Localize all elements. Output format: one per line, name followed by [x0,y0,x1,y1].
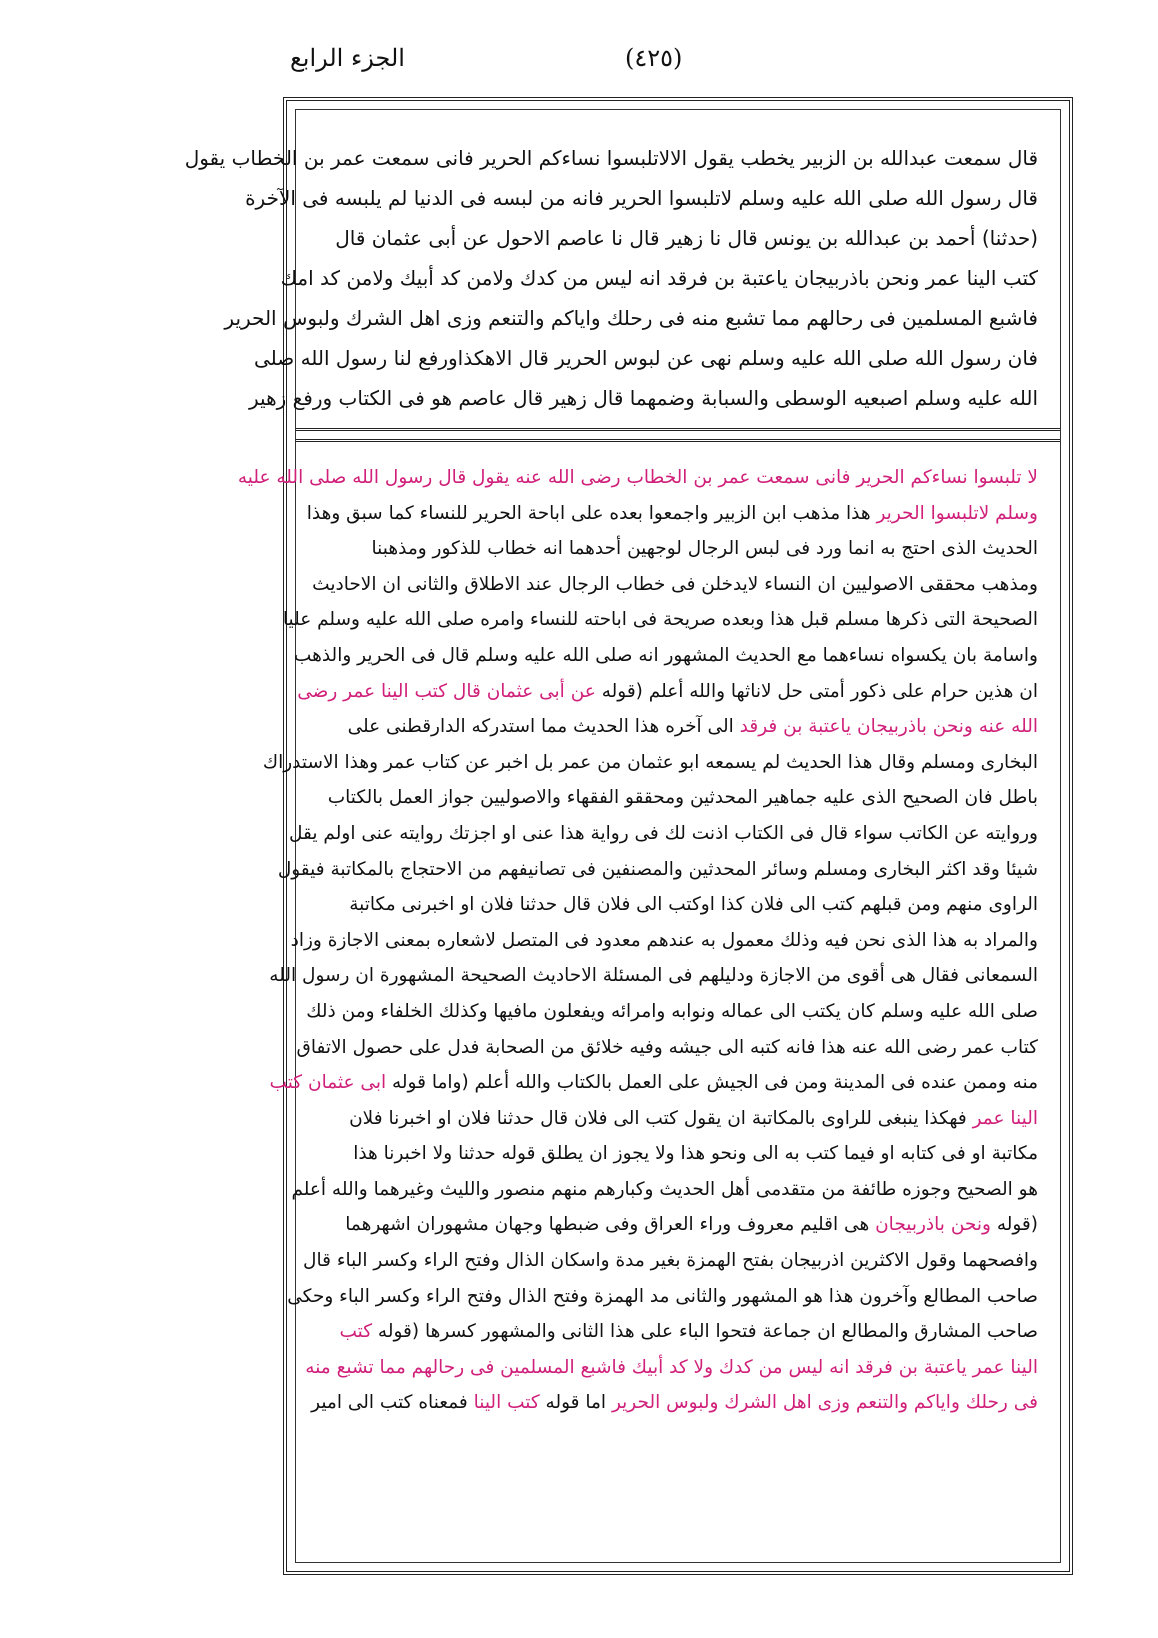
quoted-text: الله عنه ونحن باذربيجان ياعتبة بن فرقد [739,716,1038,738]
commentary-line [269,1065,1038,1101]
commentary-line [277,852,1038,888]
commentary-text: الحديث الذى احتج به انما ورد فى لبس الرجال لوجهين أحدهما انه خطاب للذكور ومذهبنا [371,538,1038,560]
commentary-line [289,816,1038,852]
commentary-line [318,780,1038,816]
commentary-text: وروايته عن الكاتب سواء قال فى الكتاب اذنت لك فى رواية هذا عنى او اجزتك روايته عنى اولم يقل [289,822,1038,844]
commentary-text: كتاب عمر رضى الله عنه هذا فانه كتبه الى جيشه وفيه خلائق من الصحابة فدل على حصول الاتفاق [296,1036,1038,1058]
commentary-text: ان هذين حرام على ذكور أمتى حل لاناثها والله أعلم (قوله [595,680,1038,702]
commentary-text: واسامة بان يكسواه نساءهما مع الحديث المشهور انه صلى الله عليه وسلم قال فى الحرير والذهب [293,644,1038,666]
quoted-text: كتب [339,1321,373,1343]
commentary-line [293,638,1038,674]
commentary-text: منه وممن عنده فى المدينة ومن فى الجيش على العمل بالكتاب والله أعلم (واما قوله [386,1072,1038,1094]
commentary-text: البخارى ومسلم وقال هذا الحديث لم يسمعه ابو عثمان من عمر بل اخبر عن كتاب عمر وهذا الاستدراك [262,751,1038,773]
quoted-text: ابى عثمان كتب [269,1072,387,1094]
commentary-text: الصحيحة التى ذكرها مسلم قبل هذا وبعده صريحة فى اباحته للنساء وامره صلى الله عليه وسلم عليا [282,609,1038,631]
commentary-text: هى اقليم معروف وراء العراق وفى ضبطها وجهان مشهوران اشهرهما [345,1214,876,1236]
commentary-line [305,1350,1038,1386]
page-header [290,44,1050,94]
commentary-line [282,602,1038,638]
part-label: الجزء الرابع [290,44,405,72]
commentary-text: صاحب المشارق والمطالع ان جماعة فتحوا الباء على هذا الثانى والمشهور كسرها (قوله [372,1321,1038,1343]
section-divider [296,428,1060,442]
quoted-text: لا تلبسوا نساءكم الحرير فانى سمعت عمر بن الخطاب رضى الله عنه يقول قال رسول الله صلى الله عليه [237,467,1038,488]
commentary-line [306,496,1038,532]
text-line: قال رسول الله صلى الله عليه وسلم لاتلبسوا الحرير فانه من لبسه فى الدنيا لم يلبسه فى الآخرة [245,186,1038,210]
commentary-line [306,994,1038,1030]
commentary-line [296,1030,1038,1066]
commentary-line [311,1385,1038,1421]
text-line: فاشبع المسلمين فى رحالهم مما تشبع منه فى رحلك واياكم والتنعم وزى اهل الشرك ولبوس الحرير [224,306,1038,330]
commentary-text: السمعانى فقال هى أقوى من الاجازة ودليلهم فى المسئلة الاحاديث الصحيحة المشهورة ان رسول الله [269,965,1038,987]
commentary-text: (قوله [990,1214,1038,1236]
commentary-text: هذا مذهب ابن الزبير واجمعوا بعده على اباحة الحرير للنساء كما سبق وهذا [306,502,877,524]
page-frame-inner [184,109,1061,1563]
commentary-line [303,1243,1038,1279]
commentary-line [318,887,1038,923]
commentary-line [318,531,1038,567]
commentary-text: ومذهب محققى الاصوليين ان النساء لايدخلن فى خطاب الرجال عند الاطلاق والثانى ان الاحاديث [312,573,1038,595]
commentary-text: هو الصحيح وجوزه طائفة من متقدمى أهل الحديث وكبارهم منهم منصور والليث وغيرهما والله أعلم [291,1178,1038,1200]
commentary-text: فهكذا ينبغى للراوى بالمكاتبة ان يقول كتب الى فلان قال حدثنا فلان او اخبرنا فلان [349,1107,973,1129]
commentary-text: شيئا وقد اكثر البخارى ومسلم وسائر المحدثين والمصنفين فى تصانيفهم من الاحتجاج بالمكاتبة فيقول [277,858,1038,880]
quoted-text: كتب الينا [473,1392,540,1414]
commentary-line [318,709,1038,745]
commentary-line [262,745,1038,781]
commentary-line [312,567,1038,603]
text-line: فان رسول الله صلى الله عليه وسلم نهى عن لبوس الحرير قال الاهكذاورفع لنا رسول الله صلى [253,346,1038,370]
commentary-text: صلى الله عليه وسلم كان يكتب الى عماله ونوابه وامرائه ويفعلون مافيها وكذلك الخلفاء ومن ذلك [306,1000,1038,1022]
commentary-line [297,674,1038,710]
commentary-line [318,1207,1038,1243]
commentary-text: مكاتبة او فى كتابه او فيما كتب به الى ونحو هذا ولا يجوز ان يطلق قوله حدثنا ولا اخبرنا هذا [353,1143,1038,1165]
quoted-text: عن أبى عثمان قال كتب الينا عمر رضى [297,680,596,702]
page-number: (٤٢٥) [625,44,683,72]
commentary-text: باطل فان الصحيح الذى عليه جماهير المحدثين ومحققو الفقهاء والاصوليين جواز العمل بالكتاب [327,787,1038,809]
commentary-text: فمعناه كتب الى امير [311,1392,474,1414]
quoted-text: فى رحلك واياكم والتنعم وزى اهل الشرك ولبوس الحرير [611,1392,1038,1414]
commentary-text: وافصحهما وقول الاكثرين اذربيجان بفتح الهمزة بغير مدة واسكان الذال وفتح الراء وكسر الباء قال [303,1250,1038,1272]
commentary-text: اما قوله [539,1392,612,1414]
hadith-text-block [184,138,1038,418]
commentary-line [269,958,1038,994]
commentary-text: صاحب المطالع وآخرون هذا هو المشهور والثانى مد الهمزة وفتح الذال وفتح الراء وكسر الباء وحكى [287,1285,1038,1307]
commentary-line [287,1279,1038,1315]
commentary-text: الى آخره هذا الحديث مما استدركه الدارقطنى على [347,716,740,738]
text-line: الله عليه وسلم اصبعيه الوسطى والسبابة وضمهما قال زهير قال عاصم هو فى الكتاب ورفع زهير [249,386,1038,410]
quoted-text: ونحن باذربيجان [875,1214,991,1236]
commentary-text: الراوى منهم ومن قبلهم كتب الى فلان كذا اوكتب الى فلان قال حدثنا فلان او اخبرنى مكاتبة [349,894,1038,916]
text-line: كتب الينا عمر ونحن باذربيجان ياعتبة بن فرقد انه ليس من كدك ولامن كد أبيك ولامن كد امك [280,266,1038,290]
commentary-line [237,460,1038,496]
page-frame [184,97,1073,1575]
commentary-line [290,923,1038,959]
quoted-text: وسلم لاتلبسوا الحرير [876,502,1038,524]
commentary-block [237,460,1038,1421]
commentary-text: والمراد به هذا الذى نحن فيه وذلك معمول به عندهم معدود فى المتصل لاشعاره بمعنى الاجازة وزاد [290,929,1038,951]
text-line: قال سمعت عبدالله بن الزبير يخطب يقول الالاتلبسوا نساءكم الحرير فانى سمعت عمر بن الخطاب يقول [184,146,1038,170]
quoted-text: الينا عمر [972,1107,1038,1129]
commentary-line [318,1314,1038,1350]
commentary-line [291,1172,1038,1208]
quoted-text: الينا عمر ياعتبة بن فرقد انه ليس من كدك ولا كد أبيك فاشبع المسلمين فى رحالهم مما تشبع منه [305,1356,1038,1378]
text-line: (حدثنا) أحمد بن عبدالله بن يونس قال نا زهير قال نا عاصم الاحول عن أبى عثمان قال [335,226,1038,250]
commentary-line [318,1101,1038,1137]
commentary-line [318,1136,1038,1172]
